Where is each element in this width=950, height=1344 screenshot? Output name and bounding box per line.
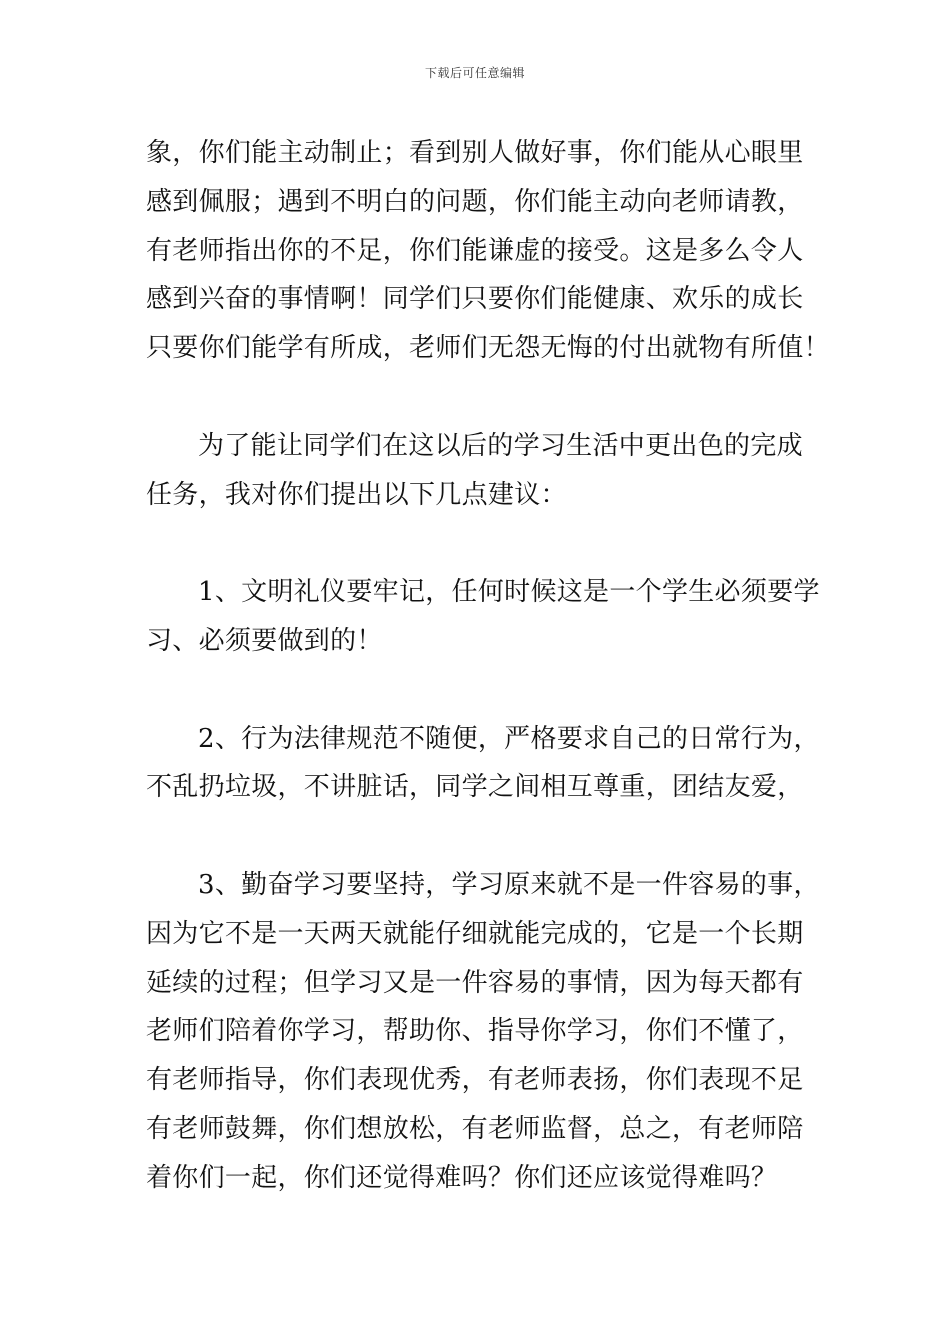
paragraph-gap [146, 373, 816, 422]
page-header: 下载后可任意编辑 [424, 66, 525, 80]
text-line: 1、文明礼仪要牢记，任何时候这是一个学生必须要学 [198, 577, 820, 608]
paragraph-gap [146, 666, 816, 715]
text-line: 象，你们能主动制止；看到别人做好事，你们能从心眼里 [146, 138, 804, 168]
text-line: 有老师指导，你们表现优秀，有老师表扬，你们表现不足 [146, 1065, 804, 1096]
paragraph-suggestions-intro [146, 422, 816, 520]
paragraph-item-1 [146, 568, 820, 666]
text-line: 感到兴奋的事情啊！同学们只要你们能健康、欢乐的成长 [146, 284, 804, 315]
paragraph-gap [146, 519, 816, 568]
text-line: 感到佩服；遇到不明白的问题，你们能主动向老师请教， [146, 186, 804, 217]
paragraph-item-3 [146, 861, 820, 1203]
text-line: 3、勤奋学习要坚持，学习原来就不是一件容易的事， [198, 869, 820, 900]
text-line: 老师们陪着你学习，帮助你、指导你学习，你们不懂了， [146, 1016, 804, 1047]
text-line: 2、行为法律规范不随便，严格要求自己的日常行为， [198, 723, 820, 754]
text-line: 不乱扔垃圾，不讲脏话，同学之间相互尊重，团结友爱， [146, 772, 804, 803]
text-line: 延续的过程；但学习又是一件容易的事情，因为每天都有 [146, 967, 804, 998]
text-line: 只要你们能学有所成，老师们无怨无悔的付出就物有所值！ [146, 333, 830, 364]
text-line: 习、必须要做到的！ [146, 625, 383, 656]
paragraph-continuation [146, 129, 830, 373]
paragraph-gap [146, 812, 816, 861]
paragraph-item-2 [146, 715, 820, 813]
document-body [146, 129, 830, 1203]
text-line: 有老师鼓舞，你们想放松，有老师监督，总之，有老师陪 [146, 1113, 804, 1144]
text-line: 为了能让同学们在这以后的学习生活中更出色的完成 [198, 430, 803, 461]
text-line: 任务，我对你们提出以下几点建议： [146, 479, 567, 510]
text-line: 着你们一起，你们还觉得难吗？你们还应该觉得难吗？ [146, 1162, 778, 1193]
text-line: 因为它不是一天两天就能仔细就能完成的，它是一个长期 [146, 918, 804, 949]
text-line: 有老师指出你的不足，你们能谦虚的接受。这是多么令人 [146, 235, 804, 266]
